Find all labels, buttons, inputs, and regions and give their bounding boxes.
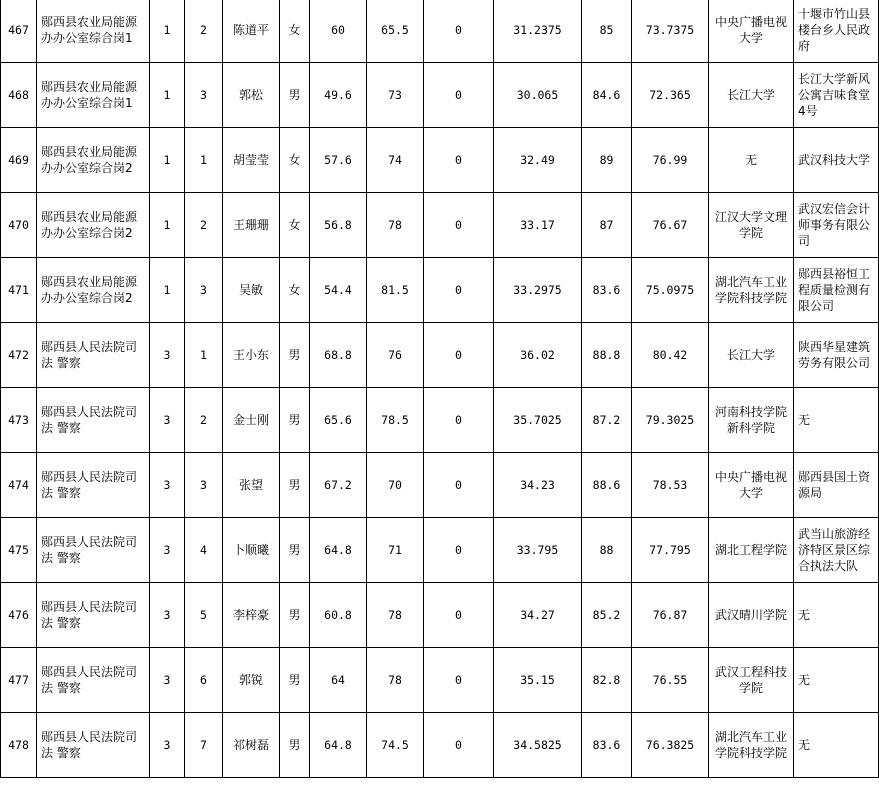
cell-rank: 4 <box>185 518 223 583</box>
cell-work-unit: 长江大学新风公寓吉味食堂4号 <box>794 63 879 128</box>
cell-school: 湖北工程学院 <box>709 518 794 583</box>
cell-quota: 3 <box>150 518 185 583</box>
cell-position-name: 郧西县人民法院司法 警察 <box>37 453 150 518</box>
cell-school: 湖北汽车工业学院科技学院 <box>709 713 794 778</box>
cell-weighted-score: 35.15 <box>494 648 582 713</box>
cell-gender: 女 <box>280 193 310 258</box>
cell-candidate-name: 胡莹莹 <box>223 128 280 193</box>
cell-row-number: 473 <box>1 388 37 453</box>
cell-rank: 1 <box>185 128 223 193</box>
cell-interview-score: 78 <box>367 583 424 648</box>
cell-quota: 1 <box>150 63 185 128</box>
cell-quota: 3 <box>150 583 185 648</box>
cell-quota: 3 <box>150 713 185 778</box>
cell-quota: 1 <box>150 0 185 63</box>
cell-gender: 男 <box>280 453 310 518</box>
cell-work-unit: 武汉宏信会计师事务有限公司 <box>794 193 879 258</box>
cell-position-name: 郧西县人民法院司法 警察 <box>37 323 150 388</box>
cell-quota: 1 <box>150 128 185 193</box>
table-row <box>1 258 879 323</box>
table-row <box>1 128 879 193</box>
cell-written-score: 67.2 <box>310 453 367 518</box>
cell-written-score: 65.6 <box>310 388 367 453</box>
cell-position-name: 郧西县农业局能源办办公室综合岗2 <box>37 258 150 323</box>
cell-rank: 7 <box>185 713 223 778</box>
cell-weighted-score: 32.49 <box>494 128 582 193</box>
cell-candidate-name: 张望 <box>223 453 280 518</box>
cell-work-unit: 无 <box>794 388 879 453</box>
cell-gender: 男 <box>280 323 310 388</box>
cell-second-score: 88 <box>582 518 632 583</box>
cell-position-name: 郧西县农业局能源办办公室综合岗2 <box>37 193 150 258</box>
cell-position-name: 郧西县人民法院司法 警察 <box>37 388 150 453</box>
cell-weighted-score: 34.5825 <box>494 713 582 778</box>
cell-rank: 3 <box>185 258 223 323</box>
cell-candidate-name: 王小东 <box>223 323 280 388</box>
table-row <box>1 583 879 648</box>
cell-school: 无 <box>709 128 794 193</box>
cell-interview-score: 73 <box>367 63 424 128</box>
cell-position-name: 郧西县人民法院司法 警察 <box>37 648 150 713</box>
cell-interview-score: 70 <box>367 453 424 518</box>
table-body <box>1 0 879 778</box>
cell-bonus-points: 0 <box>424 323 494 388</box>
cell-interview-score: 78 <box>367 648 424 713</box>
cell-second-score: 85 <box>582 0 632 63</box>
cell-total-score: 79.3025 <box>632 388 709 453</box>
cell-bonus-points: 0 <box>424 583 494 648</box>
cell-written-score: 60 <box>310 0 367 63</box>
cell-second-score: 84.6 <box>582 63 632 128</box>
cell-school: 中央广播电视大学 <box>709 453 794 518</box>
cell-weighted-score: 33.17 <box>494 193 582 258</box>
cell-total-score: 72.365 <box>632 63 709 128</box>
cell-written-score: 57.6 <box>310 128 367 193</box>
cell-total-score: 80.42 <box>632 323 709 388</box>
cell-written-score: 49.6 <box>310 63 367 128</box>
cell-position-name: 郧西县农业局能源办办公室综合岗1 <box>37 63 150 128</box>
cell-candidate-name: 吴敏 <box>223 258 280 323</box>
cell-written-score: 56.8 <box>310 193 367 258</box>
cell-school: 湖北汽车工业学院科技学院 <box>709 258 794 323</box>
cell-work-unit: 武当山旅游经济特区景区综合执法大队 <box>794 518 879 583</box>
cell-second-score: 83.6 <box>582 713 632 778</box>
cell-second-score: 89 <box>582 128 632 193</box>
cell-second-score: 85.2 <box>582 583 632 648</box>
cell-interview-score: 71 <box>367 518 424 583</box>
cell-total-score: 77.795 <box>632 518 709 583</box>
cell-gender: 男 <box>280 518 310 583</box>
cell-interview-score: 78 <box>367 193 424 258</box>
cell-gender: 女 <box>280 258 310 323</box>
cell-total-score: 76.3825 <box>632 713 709 778</box>
cell-gender: 男 <box>280 648 310 713</box>
cell-work-unit: 无 <box>794 583 879 648</box>
cell-bonus-points: 0 <box>424 518 494 583</box>
cell-total-score: 76.67 <box>632 193 709 258</box>
cell-second-score: 88.6 <box>582 453 632 518</box>
table-row <box>1 388 879 453</box>
table-row <box>1 518 879 583</box>
cell-second-score: 87 <box>582 193 632 258</box>
cell-weighted-score: 36.02 <box>494 323 582 388</box>
cell-gender: 女 <box>280 0 310 63</box>
cell-work-unit: 无 <box>794 713 879 778</box>
cell-candidate-name: 郭锐 <box>223 648 280 713</box>
cell-weighted-score: 30.065 <box>494 63 582 128</box>
cell-second-score: 83.6 <box>582 258 632 323</box>
cell-candidate-name: 金士刚 <box>223 388 280 453</box>
cell-row-number: 477 <box>1 648 37 713</box>
cell-bonus-points: 0 <box>424 63 494 128</box>
cell-bonus-points: 0 <box>424 388 494 453</box>
table-row <box>1 453 879 518</box>
cell-weighted-score: 34.27 <box>494 583 582 648</box>
cell-interview-score: 74.5 <box>367 713 424 778</box>
cell-work-unit: 无 <box>794 648 879 713</box>
cell-row-number: 478 <box>1 713 37 778</box>
cell-candidate-name: 卜顺曦 <box>223 518 280 583</box>
cell-work-unit: 武汉科技大学 <box>794 128 879 193</box>
cell-row-number: 467 <box>1 0 37 63</box>
cell-total-score: 78.53 <box>632 453 709 518</box>
cell-bonus-points: 0 <box>424 0 494 63</box>
table-row <box>1 648 879 713</box>
cell-weighted-score: 33.2975 <box>494 258 582 323</box>
cell-written-score: 68.8 <box>310 323 367 388</box>
cell-total-score: 76.99 <box>632 128 709 193</box>
cell-candidate-name: 李梓豪 <box>223 583 280 648</box>
cell-weighted-score: 35.7025 <box>494 388 582 453</box>
cell-row-number: 475 <box>1 518 37 583</box>
cell-gender: 男 <box>280 388 310 453</box>
cell-position-name: 郧西县农业局能源办办公室综合岗1 <box>37 0 150 63</box>
cell-weighted-score: 31.2375 <box>494 0 582 63</box>
cell-interview-score: 78.5 <box>367 388 424 453</box>
cell-candidate-name: 郭松 <box>223 63 280 128</box>
cell-school: 中央广播电视大学 <box>709 0 794 63</box>
cell-rank: 5 <box>185 583 223 648</box>
cell-school: 河南科技学院新科学院 <box>709 388 794 453</box>
cell-interview-score: 65.5 <box>367 0 424 63</box>
cell-work-unit: 陕西华星建筑劳务有限公司 <box>794 323 879 388</box>
cell-work-unit: 郧西县裕恒工程质量检测有限公司 <box>794 258 879 323</box>
cell-quota: 1 <box>150 193 185 258</box>
cell-quota: 3 <box>150 648 185 713</box>
cell-position-name: 郧西县人民法院司法 警察 <box>37 518 150 583</box>
table-row <box>1 193 879 258</box>
cell-second-score: 88.8 <box>582 323 632 388</box>
cell-row-number: 469 <box>1 128 37 193</box>
cell-position-name: 郧西县人民法院司法 警察 <box>37 583 150 648</box>
cell-total-score: 76.87 <box>632 583 709 648</box>
cell-written-score: 64 <box>310 648 367 713</box>
cell-rank: 2 <box>185 0 223 63</box>
cell-rank: 3 <box>185 63 223 128</box>
cell-weighted-score: 33.795 <box>494 518 582 583</box>
cell-quota: 1 <box>150 258 185 323</box>
cell-total-score: 76.55 <box>632 648 709 713</box>
cell-row-number: 472 <box>1 323 37 388</box>
cell-written-score: 60.8 <box>310 583 367 648</box>
table-row <box>1 63 879 128</box>
cell-row-number: 476 <box>1 583 37 648</box>
cell-row-number: 471 <box>1 258 37 323</box>
cell-candidate-name: 祁树磊 <box>223 713 280 778</box>
cell-rank: 2 <box>185 388 223 453</box>
cell-gender: 女 <box>280 128 310 193</box>
table-row <box>1 713 879 778</box>
cell-school: 武汉晴川学院 <box>709 583 794 648</box>
table-row <box>1 0 879 63</box>
cell-rank: 3 <box>185 453 223 518</box>
table-row <box>1 323 879 388</box>
cell-school: 长江大学 <box>709 63 794 128</box>
cell-written-score: 64.8 <box>310 713 367 778</box>
cell-second-score: 82.8 <box>582 648 632 713</box>
cell-written-score: 54.4 <box>310 258 367 323</box>
cell-position-name: 郧西县农业局能源办办公室综合岗2 <box>37 128 150 193</box>
cell-position-name: 郧西县人民法院司法 警察 <box>37 713 150 778</box>
cell-weighted-score: 34.23 <box>494 453 582 518</box>
cell-total-score: 73.7375 <box>632 0 709 63</box>
cell-row-number: 470 <box>1 193 37 258</box>
cell-bonus-points: 0 <box>424 648 494 713</box>
cell-school: 江汉大学文理学院 <box>709 193 794 258</box>
cell-work-unit: 郧西县国土资源局 <box>794 453 879 518</box>
cell-bonus-points: 0 <box>424 453 494 518</box>
cell-row-number: 468 <box>1 63 37 128</box>
cell-rank: 6 <box>185 648 223 713</box>
cell-school: 长江大学 <box>709 323 794 388</box>
cell-gender: 男 <box>280 583 310 648</box>
cell-row-number: 474 <box>1 453 37 518</box>
cell-second-score: 87.2 <box>582 388 632 453</box>
cell-interview-score: 76 <box>367 323 424 388</box>
cell-interview-score: 74 <box>367 128 424 193</box>
cell-written-score: 64.8 <box>310 518 367 583</box>
cell-work-unit: 十堰市竹山县楼台乡人民政府 <box>794 0 879 63</box>
cell-candidate-name: 陈道平 <box>223 0 280 63</box>
cell-school: 武汉工程科技学院 <box>709 648 794 713</box>
cell-total-score: 75.0975 <box>632 258 709 323</box>
cell-bonus-points: 0 <box>424 713 494 778</box>
cell-quota: 3 <box>150 388 185 453</box>
cell-interview-score: 81.5 <box>367 258 424 323</box>
cell-rank: 1 <box>185 323 223 388</box>
cell-candidate-name: 王珊珊 <box>223 193 280 258</box>
cell-bonus-points: 0 <box>424 193 494 258</box>
cell-quota: 3 <box>150 453 185 518</box>
cell-bonus-points: 0 <box>424 128 494 193</box>
cell-quota: 3 <box>150 323 185 388</box>
cell-gender: 男 <box>280 63 310 128</box>
cell-bonus-points: 0 <box>424 258 494 323</box>
cell-rank: 2 <box>185 193 223 258</box>
cell-gender: 男 <box>280 713 310 778</box>
